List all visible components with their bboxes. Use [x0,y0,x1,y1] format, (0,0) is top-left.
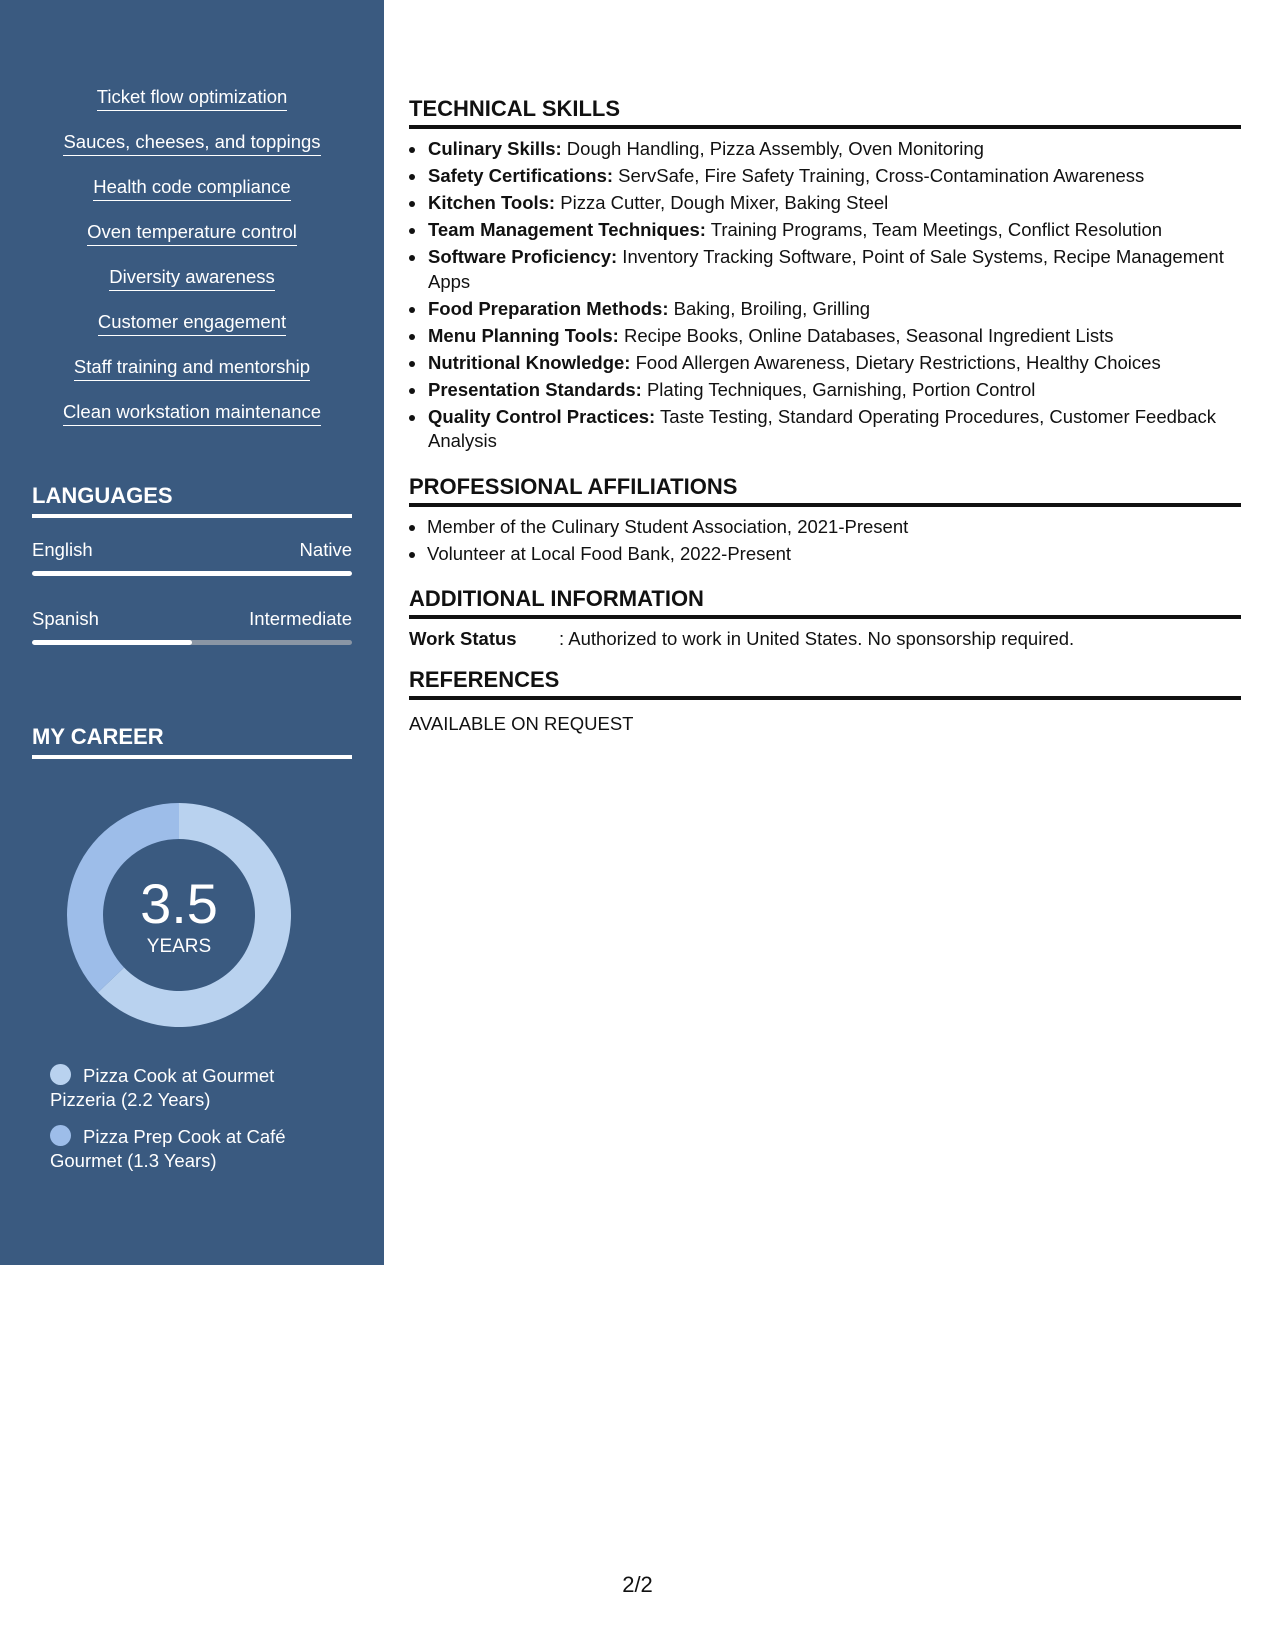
skill-item [0,131,384,176]
work-status-value: : Authorized to work in United States. No sponsorship required. [559,628,1075,649]
skill-values: Inventory Tracking Software, Point of Sale Systems, Recipe Management Apps [428,246,1224,292]
language-level: Native [299,539,352,560]
skill-category: Software Proficiency: [428,246,618,267]
career-heading: MY CAREER [32,723,352,759]
skill-item [0,401,384,446]
language-name: Spanish [32,608,99,629]
skill-values: Dough Handling, Pizza Assembly, Oven Monitoring [561,138,984,159]
list-item: • Member of the Culinary Student Association, 2021-Present [427,515,1241,540]
skill-tag: Diversity awareness [109,266,275,291]
technical-skills-heading: TECHNICAL SKILLS [409,96,1241,129]
work-status-row [409,627,1241,651]
list-item [427,191,1241,216]
list-item [427,351,1241,376]
skill-category: Safety Certifications: [428,165,614,186]
references-text: AVAILABLE ON REQUEST [409,713,634,734]
skill-tag: Oven temperature control [87,221,297,246]
additional-info-section [409,586,1241,651]
skill-tag: Sauces, cheeses, and toppings [63,131,320,156]
skill-values: Taste Testing, Standard Operating Procedures, Customer Feedback Analysis [428,405,1216,451]
main-content [409,96,1241,736]
skill-values: Pizza Cutter, Dough Mixer, Baking Steel [555,192,889,213]
legend-dot-icon [50,1125,71,1146]
skill-category: Kitchen Tools: [428,192,556,213]
list-item [427,324,1241,349]
career-legend-item [50,1125,340,1173]
skill-values: Baking, Broiling, Grilling [668,297,871,319]
skill-item [0,311,384,356]
technical-skills-section [409,96,1241,454]
legend-dot-icon [50,1064,71,1085]
skill-values: Recipe Books, Online Databases, Seasonal Ingredient Lists [618,324,1114,346]
references-section [409,667,1241,736]
career-total [66,802,292,1028]
skill-category: Menu Planning Tools: [428,324,619,346]
technical-skills-list [409,137,1241,454]
skill-category: Presentation Standards: [428,378,642,400]
skill-values: Plating Techniques, Garnishing, Portion Control [641,378,1036,400]
references-heading: REFERENCES [409,667,1241,700]
skill-tag: Health code compliance [93,176,290,201]
skill-values: Training Programs, Team Meetings, Conflict Resolution [705,219,1163,240]
affiliations-heading: PROFESSIONAL AFFILIATIONS [409,474,1241,507]
affiliations-section [409,474,1241,567]
list-item [427,378,1241,403]
skill-category: Food Preparation Methods: [428,297,669,319]
career-total-unit: YEARS [146,936,212,957]
skill-category: Quality Control Practices: [428,405,656,427]
page-number: 2/2 [622,1572,653,1597]
skill-category: Culinary Skills: [428,138,562,159]
list-item [427,218,1241,243]
language-name: English [32,539,93,560]
list-item [427,137,1241,162]
skill-tag: Staff training and mentorship [74,356,310,381]
list-item: • Volunteer at Local Food Bank, 2022-Present [427,542,1241,567]
career-legend-label: Pizza Prep Cook at Café Gourmet (1.3 Years) [50,1126,286,1171]
language-row-spanish [32,608,352,645]
skill-tag: Ticket flow optimization [97,86,288,111]
language-bar [32,640,352,645]
list-item [427,164,1241,189]
list-item [427,245,1241,294]
career-legend-label: Pizza Cook at Gourmet Pizzeria (2.2 Years) [50,1065,275,1110]
skill-category: Team Management Techniques: [428,219,706,240]
list-item [427,297,1241,322]
skill-item [0,86,384,131]
career-legend-item [50,1064,340,1112]
skill-values: ServSafe, Fire Safety Training, Cross-Contamination Awareness [613,165,1145,186]
skill-tag: Customer engagement [98,311,286,336]
career-total-value: 3.5 [140,872,218,935]
sidebar [0,0,384,1265]
affiliations-list [409,515,1241,567]
list-item [427,405,1241,454]
career-legend [50,1064,340,1186]
language-bar-fill [32,571,352,576]
languages-heading: LANGUAGES [32,482,352,518]
skill-values: Food Allergen Awareness, Dietary Restrictions, Healthy Choices [630,351,1161,373]
language-bar [32,571,352,576]
work-status-label: Work Status [409,628,517,649]
skill-item [0,221,384,266]
language-row-english [32,539,352,576]
language-bar-fill [32,640,192,645]
skill-item [0,176,384,221]
skill-category: Nutritional Knowledge: [428,351,631,373]
language-level: Intermediate [249,608,352,629]
additional-info-heading: ADDITIONAL INFORMATION [409,586,1241,619]
skill-item [0,356,384,401]
skill-item [0,266,384,311]
skills-list [0,86,384,446]
skill-tag: Clean workstation maintenance [63,401,321,426]
